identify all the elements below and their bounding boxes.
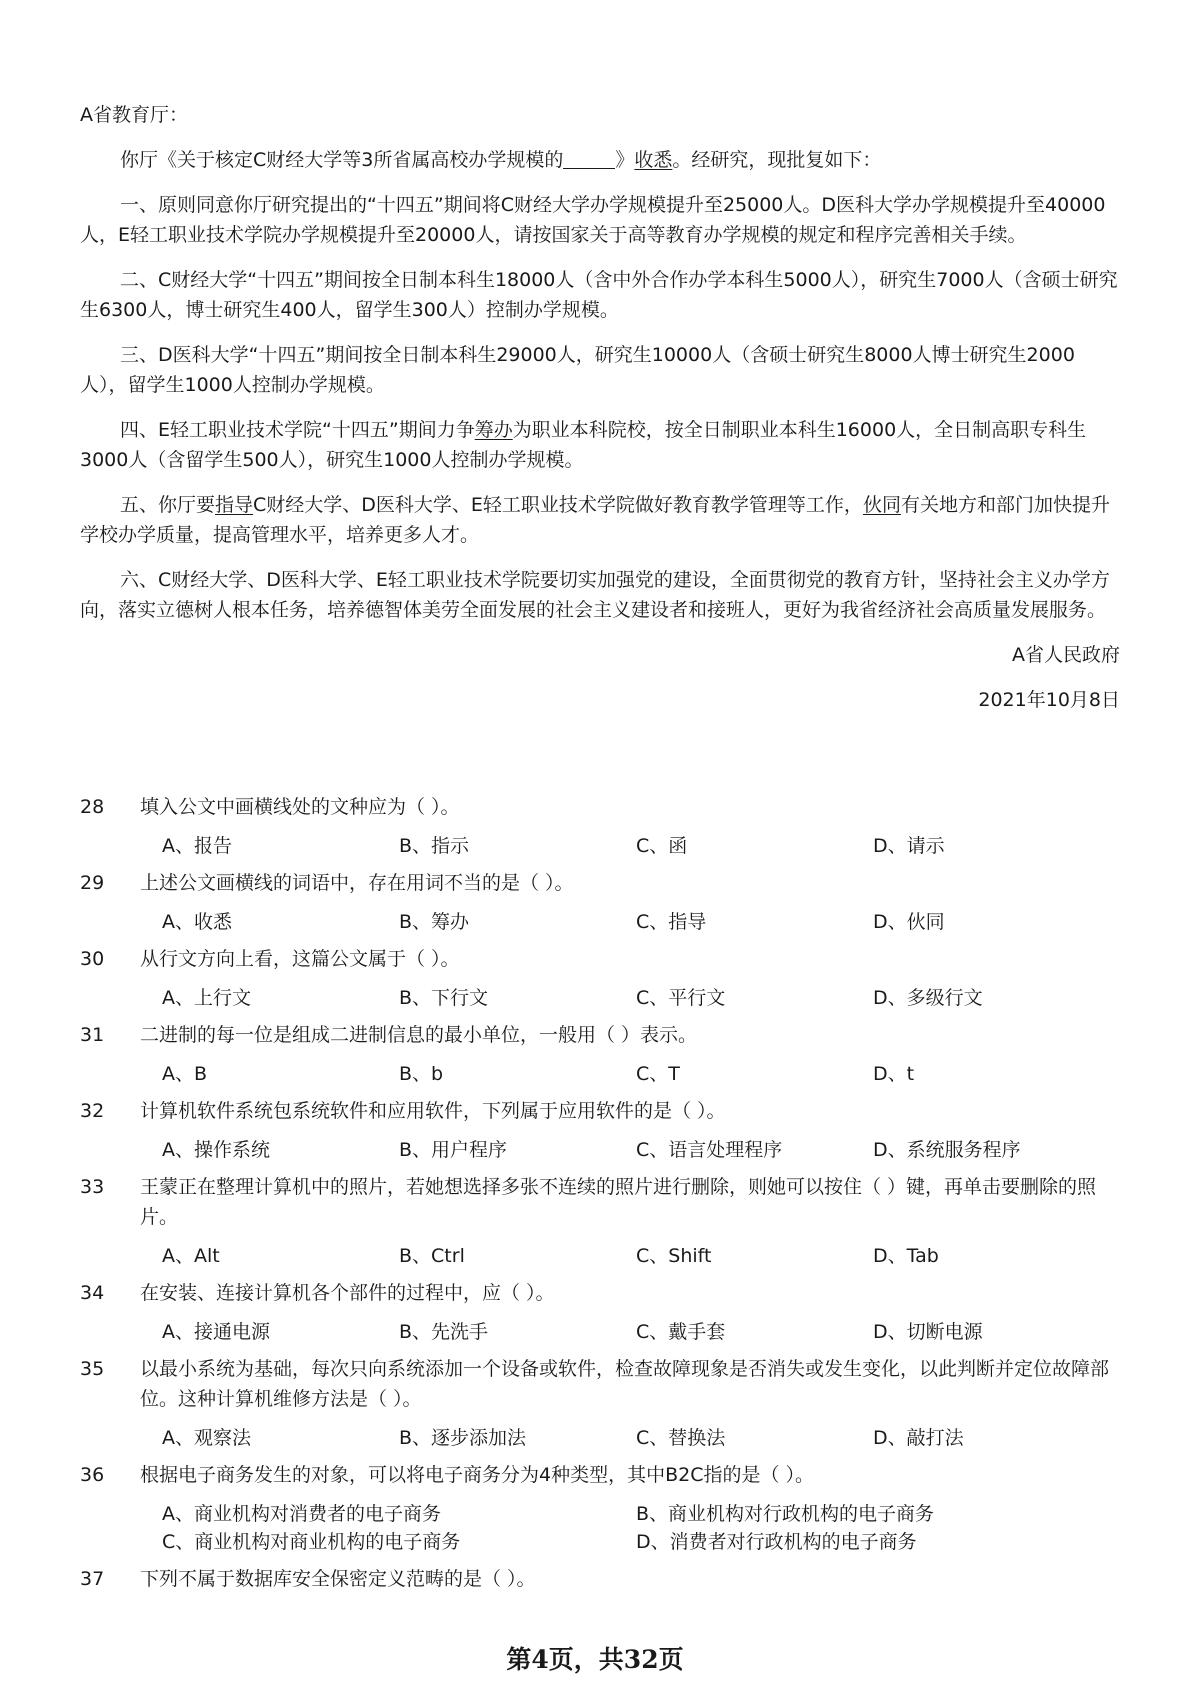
option-b[interactable]: B、b	[399, 1063, 444, 1085]
p4-text-c: 为职业本科院校，按全日制职业本科生16000人，全日制高职专科生3000人（含留学生500人），研究生1000人控制办学规模。	[80, 419, 1087, 471]
intro-text-a: 你厅《关于核定C财经大学等3所省属高校办学规模的	[120, 149, 564, 171]
answer-options	[80, 1136, 1120, 1164]
option-c[interactable]: C、函	[636, 835, 688, 857]
option-b[interactable]: B、下行文	[399, 987, 489, 1009]
option-c[interactable]: C、T	[636, 1063, 680, 1085]
p5-text-e: 有关地方和部门加快提升学校办学质量，提高管理水平，培养更多人才。	[80, 494, 1110, 546]
question-37	[80, 1564, 1120, 1594]
option-c[interactable]: C、语言处理程序	[636, 1139, 783, 1161]
question-number: 37	[80, 1568, 105, 1590]
question-stem: 填入公文中画横线处的文种应为（ ）。	[140, 796, 460, 818]
question-stem: 根据电子商务发生的对象，可以将电子商务分为4种类型，其中B2C指的是（ ）。	[140, 1464, 815, 1486]
option-a[interactable]: A、报告	[162, 835, 232, 857]
option-c[interactable]: C、商业机构对商业机构的电子商务	[162, 1531, 461, 1553]
option-d[interactable]: D、Tab	[873, 1245, 939, 1267]
letter-paragraph-6: 六、C财经大学、D医科大学、E轻工职业技术学院要切实加强党的建设，全面贯彻党的教育方针，坚持社会主义办学方向，落实立德树人根本任务，培养德智体美劳全面发展的社会主义建设者和接班人，更好为我省经济社会高质量发展服务。	[80, 569, 1110, 621]
option-b[interactable]: B、筹办	[399, 911, 470, 933]
option-d[interactable]: D、敲打法	[873, 1427, 964, 1449]
option-a[interactable]: A、Alt	[162, 1245, 220, 1267]
question-34	[80, 1278, 1120, 1346]
question-stem: 上述公文画横线的词语中，存在用词不当的是（ ）。	[140, 872, 574, 894]
letter-signature: A省人民政府	[1012, 644, 1120, 666]
answer-options	[80, 908, 1120, 936]
option-a[interactable]: A、接通电源	[162, 1321, 270, 1343]
question-stem: 计算机软件系统包系统软件和应用软件，下列属于应用软件的是（ ）。	[140, 1100, 726, 1122]
official-reply-letter	[80, 100, 1120, 730]
option-d[interactable]: D、请示	[873, 835, 945, 857]
question-31	[80, 1020, 1120, 1088]
question-stem: 以最小系统为基础，每次只向系统添加一个设备或软件，检查故障现象是否消失或发生变化，以此判断并定位故障部位。这种计算机维修方法是（ ）。	[140, 1358, 1110, 1410]
p5-text-a: 五、你厅要	[120, 494, 216, 516]
option-c[interactable]: C、替换法	[636, 1427, 726, 1449]
letter-paragraph-3: 三、D医科大学“十四五”期间按全日制本科生29000人，研究生10000人（含硕士研究生8000人博士研究生2000人），留学生1000人控制办学规模。	[80, 344, 1075, 396]
option-a[interactable]: A、上行文	[162, 987, 251, 1009]
question-29	[80, 868, 1120, 936]
option-b[interactable]: B、先洗手	[399, 1321, 489, 1343]
p4-text-a: 四、E轻工职业技术学院“十四五”期间力争	[120, 419, 475, 441]
option-a[interactable]: A、观察法	[162, 1427, 251, 1449]
option-a[interactable]: A、收悉	[162, 911, 232, 933]
option-b[interactable]: B、用户程序	[399, 1139, 508, 1161]
question-35	[80, 1354, 1120, 1452]
question-list	[80, 792, 1120, 1594]
question-number: 32	[80, 1100, 105, 1122]
answer-options	[80, 984, 1120, 1012]
question-30	[80, 944, 1120, 1012]
letter-date: 2021年10月8日	[978, 689, 1120, 711]
option-d[interactable]: D、伙同	[873, 911, 945, 933]
option-a[interactable]: A、B	[162, 1063, 208, 1085]
option-b[interactable]: B、商业机构对行政机构的电子商务	[636, 1503, 935, 1525]
option-c[interactable]: C、戴手套	[636, 1321, 726, 1343]
question-28	[80, 792, 1120, 860]
option-a[interactable]: A、操作系统	[162, 1139, 270, 1161]
question-number: 36	[80, 1464, 105, 1486]
question-stem: 王蒙正在整理计算机中的照片，若她想选择多张不连续的照片进行删除，则她可以按住（ ）键，再单击要删除的照片。	[140, 1176, 1097, 1228]
option-b[interactable]: B、Ctrl	[399, 1245, 465, 1267]
page-footer: 第4页，共32页	[506, 1645, 684, 1674]
underlined-word-choubang: 筹办	[474, 419, 513, 441]
question-stem: 在安装、连接计算机各个部件的过程中，应（ ）。	[140, 1282, 555, 1304]
option-b[interactable]: B、逐步添加法	[399, 1427, 527, 1449]
fill-in-blank	[563, 148, 615, 169]
question-number: 35	[80, 1358, 105, 1380]
option-c[interactable]: C、指导	[636, 911, 707, 933]
answer-options	[80, 832, 1120, 860]
answer-options	[80, 1500, 1120, 1556]
answer-options	[80, 1060, 1120, 1088]
option-d[interactable]: D、多级行文	[873, 987, 983, 1009]
option-c[interactable]: C、Shift	[636, 1245, 712, 1267]
option-a[interactable]: A、商业机构对消费者的电子商务	[162, 1503, 441, 1525]
option-d[interactable]: D、t	[873, 1063, 915, 1085]
question-32	[80, 1096, 1120, 1164]
letter-paragraph-5	[80, 490, 1120, 550]
question-number: 29	[80, 872, 105, 894]
underlined-word-zhidao: 指导	[215, 494, 254, 516]
letter-paragraph-intro	[80, 145, 1120, 175]
letter-paragraph-1: 一、原则同意你厅研究提出的“十四五”期间将C财经大学办学规模提升至25000人。D医科大学办学规模提升至40000人，E轻工职业技术学院办学规模提升至20000人，请按国家关于高等教育办学规模的规定和程序完善相关手续。	[80, 194, 1106, 246]
question-stem: 从行文方向上看，这篇公文属于（ ）。	[140, 948, 460, 970]
intro-text-d: 。经研究，现批复如下：	[672, 149, 882, 171]
option-d[interactable]: D、消费者对行政机构的电子商务	[636, 1531, 917, 1553]
underlined-word-shouxi: 收悉	[634, 149, 673, 171]
p5-text-c: C财经大学、D医科大学、E轻工职业技术学院做好教育教学管理等工作，	[253, 494, 863, 516]
question-number: 30	[80, 948, 105, 970]
question-number: 33	[80, 1176, 105, 1198]
answer-options	[80, 1318, 1120, 1346]
underlined-word-huotong: 伙同	[862, 494, 901, 516]
question-stem: 下列不属于数据库安全保密定义范畴的是（ ）。	[140, 1568, 536, 1590]
question-36	[80, 1460, 1120, 1556]
question-number: 34	[80, 1282, 105, 1304]
answer-options	[80, 1242, 1120, 1270]
option-d[interactable]: D、系统服务程序	[873, 1139, 1021, 1161]
question-stem: 二进制的每一位是组成二进制信息的最小单位，一般用（ ）表示。	[140, 1024, 698, 1046]
option-c[interactable]: C、平行文	[636, 987, 726, 1009]
question-number: 31	[80, 1024, 105, 1046]
letter-paragraph-2: 二、C财经大学“十四五”期间按全日制本科生18000人（含中外合作办学本科生5000人），研究生7000人（含硕士研究生6300人，博士研究生400人，留学生300人）控制办学规模。	[80, 269, 1118, 321]
question-33	[80, 1172, 1120, 1270]
letter-salutation: A省教育厅：	[80, 104, 188, 126]
letter-paragraph-4	[80, 415, 1120, 475]
answer-options	[80, 1424, 1120, 1452]
intro-text-b: 》	[615, 149, 635, 171]
option-d[interactable]: D、切断电源	[873, 1321, 983, 1343]
question-number: 28	[80, 796, 105, 818]
option-b[interactable]: B、指示	[399, 835, 470, 857]
